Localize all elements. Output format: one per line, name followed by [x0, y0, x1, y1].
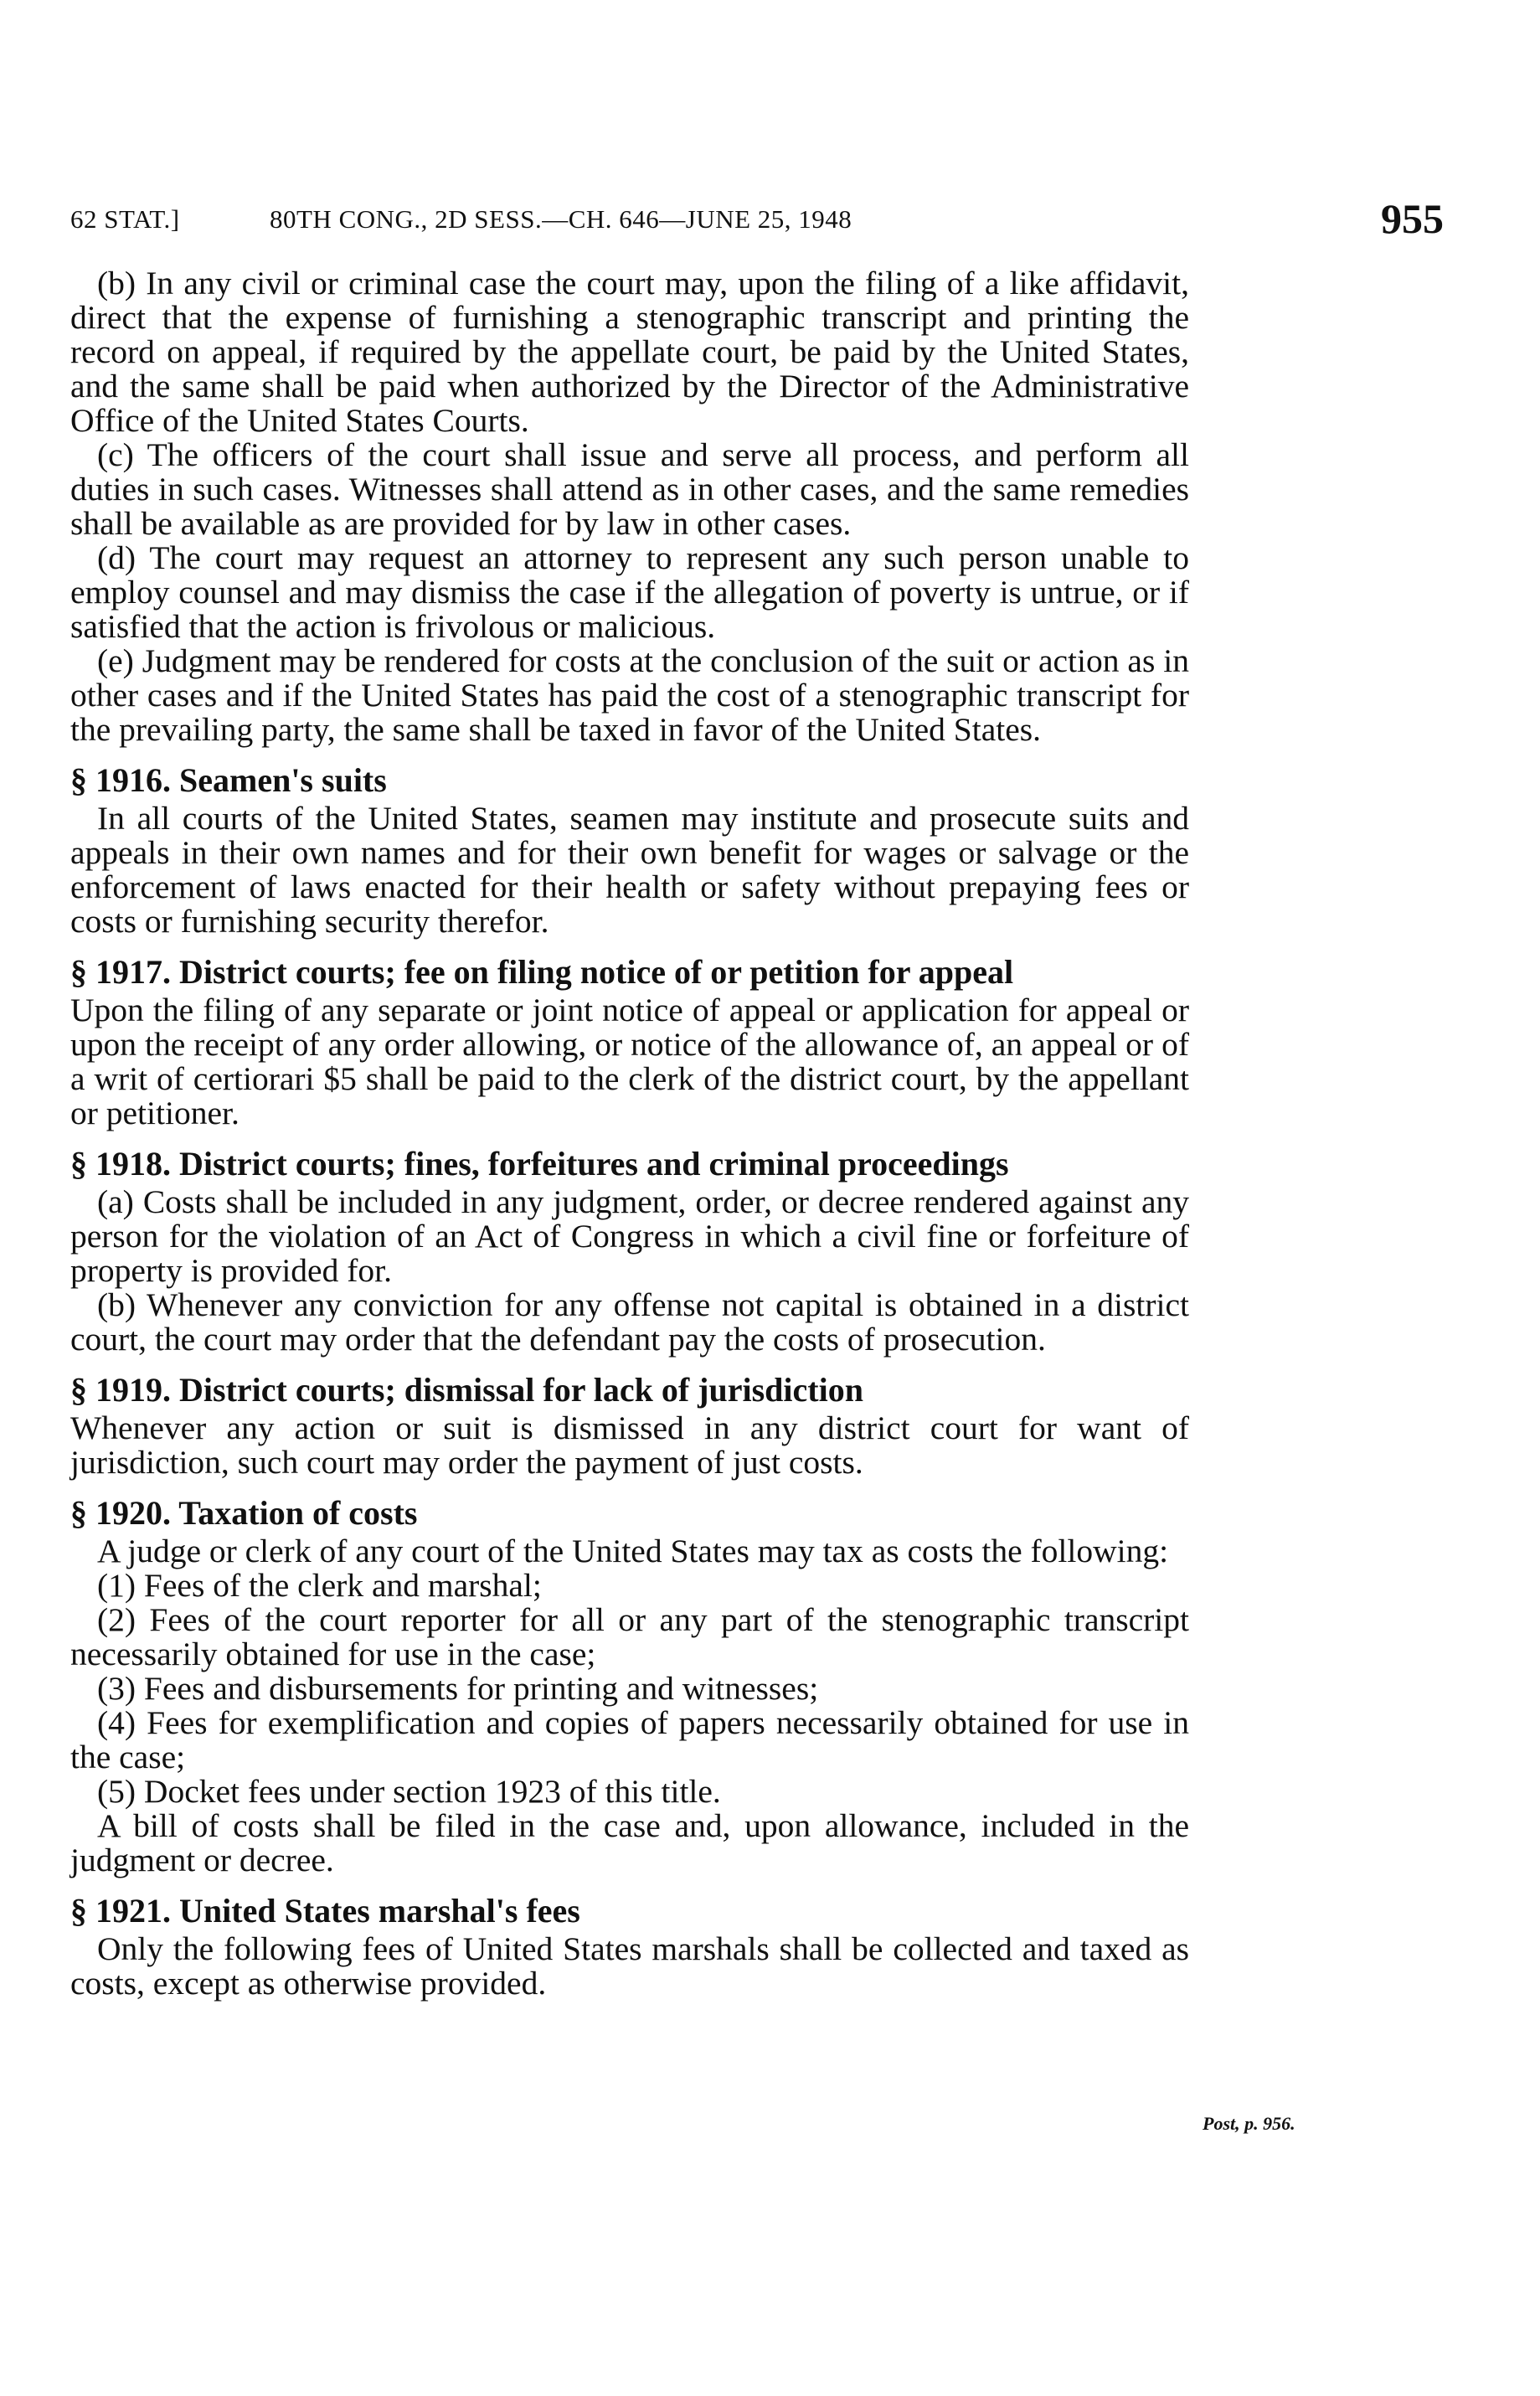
paragraph-1915-b: (b) In any civil or criminal case the court may, upon the filing of a like affidavit, direct that the expense of furnishing a stenographic transcript and printing the record on appeal, if required by the appellate court, be paid by the United States, and the same shall be paid when authorized by the Director of the Administrative Office of the United States Courts.	[70, 265, 1189, 439]
section-1918-b: (b) Whenever any conviction for any offense not capital is obtained in a district court, the court may order that the defendant pay the costs of prosecution.	[70, 1286, 1189, 1358]
section-heading-1916: § 1916. Seamen's suits	[70, 761, 387, 799]
section-1919-text: Whenever any action or suit is dismissed in any district court for want of jurisdiction, such court may order the payment of just costs.	[70, 1409, 1189, 1481]
section-heading-1921: § 1921. United States marshal's fees	[70, 1892, 580, 1930]
paragraph-1915-d: (d) The court may request an attorney to represent any such person unable to employ counsel and may dismiss the case if the allegation of poverty is untrue, or if satisfied that the action is frivolous or malicious.	[70, 539, 1189, 645]
section-1920-item-2: (2) Fees of the court reporter for all or any part of the stenographic transcript necessarily obtained for use in the case;	[70, 1601, 1189, 1672]
paragraph-1915-c: (c) The officers of the court shall issue and serve all process, and perform all duties in such cases. Witnesses shall attend as in other cases, and the same remedies shall be available as are provided for by law in other cases.	[70, 436, 1189, 542]
section-heading-1917: § 1917. District courts; fee on filing notice of or petition for appeal	[70, 953, 1014, 991]
paragraph-1915-e: (e) Judgment may be rendered for costs at the conclusion of the suit or action as in other cases and if the United States has paid the cost of a stenographic transcript for the prevailing party, the same shall be taxed in favor of the United States.	[70, 642, 1189, 748]
section-heading-1920: § 1920. Taxation of costs	[70, 1494, 418, 1532]
section-1920-item-4: (4) Fees for exemplification and copies of papers necessarily obtained for use in the case;	[70, 1704, 1189, 1775]
section-heading-1918: § 1918. District courts; fines, forfeitures and criminal proceedings	[70, 1145, 1009, 1183]
section-1920-item-1: (1) Fees of the clerk and marshal;	[97, 1567, 542, 1604]
margin-note: Post, p. 956.	[1203, 2113, 1295, 2134]
section-1921-text: Only the following fees of United States marshals shall be collected and taxed as costs, except as otherwise provided.	[70, 1930, 1189, 2002]
section-1920-item-3: (3) Fees and disbursements for printing and witnesses;	[97, 1670, 819, 1707]
page-header	[70, 195, 1444, 255]
section-heading-1919: § 1919. District courts; dismissal for lack of jurisdiction	[70, 1371, 863, 1409]
body-text	[70, 266, 1189, 2001]
page-number: 955	[1381, 195, 1444, 242]
section-1920-intro: A judge or clerk of any court of the United States may tax as costs the following:	[97, 1533, 1169, 1569]
section-1920-item-5: (5) Docket fees under section 1923 of this title.	[97, 1773, 721, 1810]
section-1916-text: In all courts of the United States, seamen may institute and prosecute suits and appeals in their own names and for their own benefit for wages or salvage or the enforcement of laws enacted for their health or safety without prepaying fees or costs or furnishing security therefor.	[70, 800, 1189, 940]
statute-citation: 62 STAT.]	[70, 204, 180, 234]
section-1920-closing: A bill of costs shall be filed in the case and, upon allowance, included in the judgment or decree.	[70, 1807, 1189, 1878]
session-line: 80TH CONG., 2D SESS.—CH. 646—JUNE 25, 1948	[270, 204, 852, 234]
section-1917-text: Upon the filing of any separate or joint notice of appeal or application for appeal or upon the receipt of any order allowing, or notice of the allowance of, an appeal or of a writ of certiorari $5 shall be paid to the clerk of the district court, by the appellant or petitioner.	[70, 992, 1189, 1131]
section-1918-a: (a) Costs shall be included in any judgment, order, or decree rendered against any person for the violation of an Act of Congress in which a civil fine or forfeiture of property is provided for.	[70, 1183, 1189, 1289]
